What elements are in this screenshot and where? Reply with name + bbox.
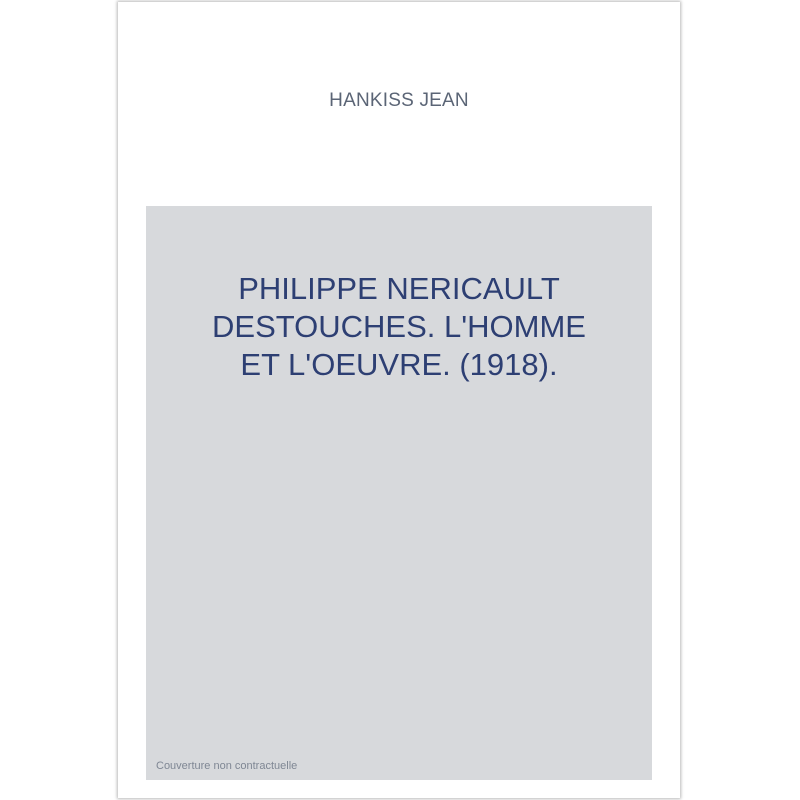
title-panel bbox=[146, 206, 652, 780]
author-name: HANKISS JEAN bbox=[329, 90, 469, 111]
book-cover bbox=[118, 2, 680, 798]
book-title: PHILIPPE NERICAULT DESTOUCHES. L'HOMME ET L'OEUVRE. (1918). bbox=[212, 271, 586, 382]
cover-disclaimer: Couverture non contractuelle bbox=[156, 760, 298, 772]
